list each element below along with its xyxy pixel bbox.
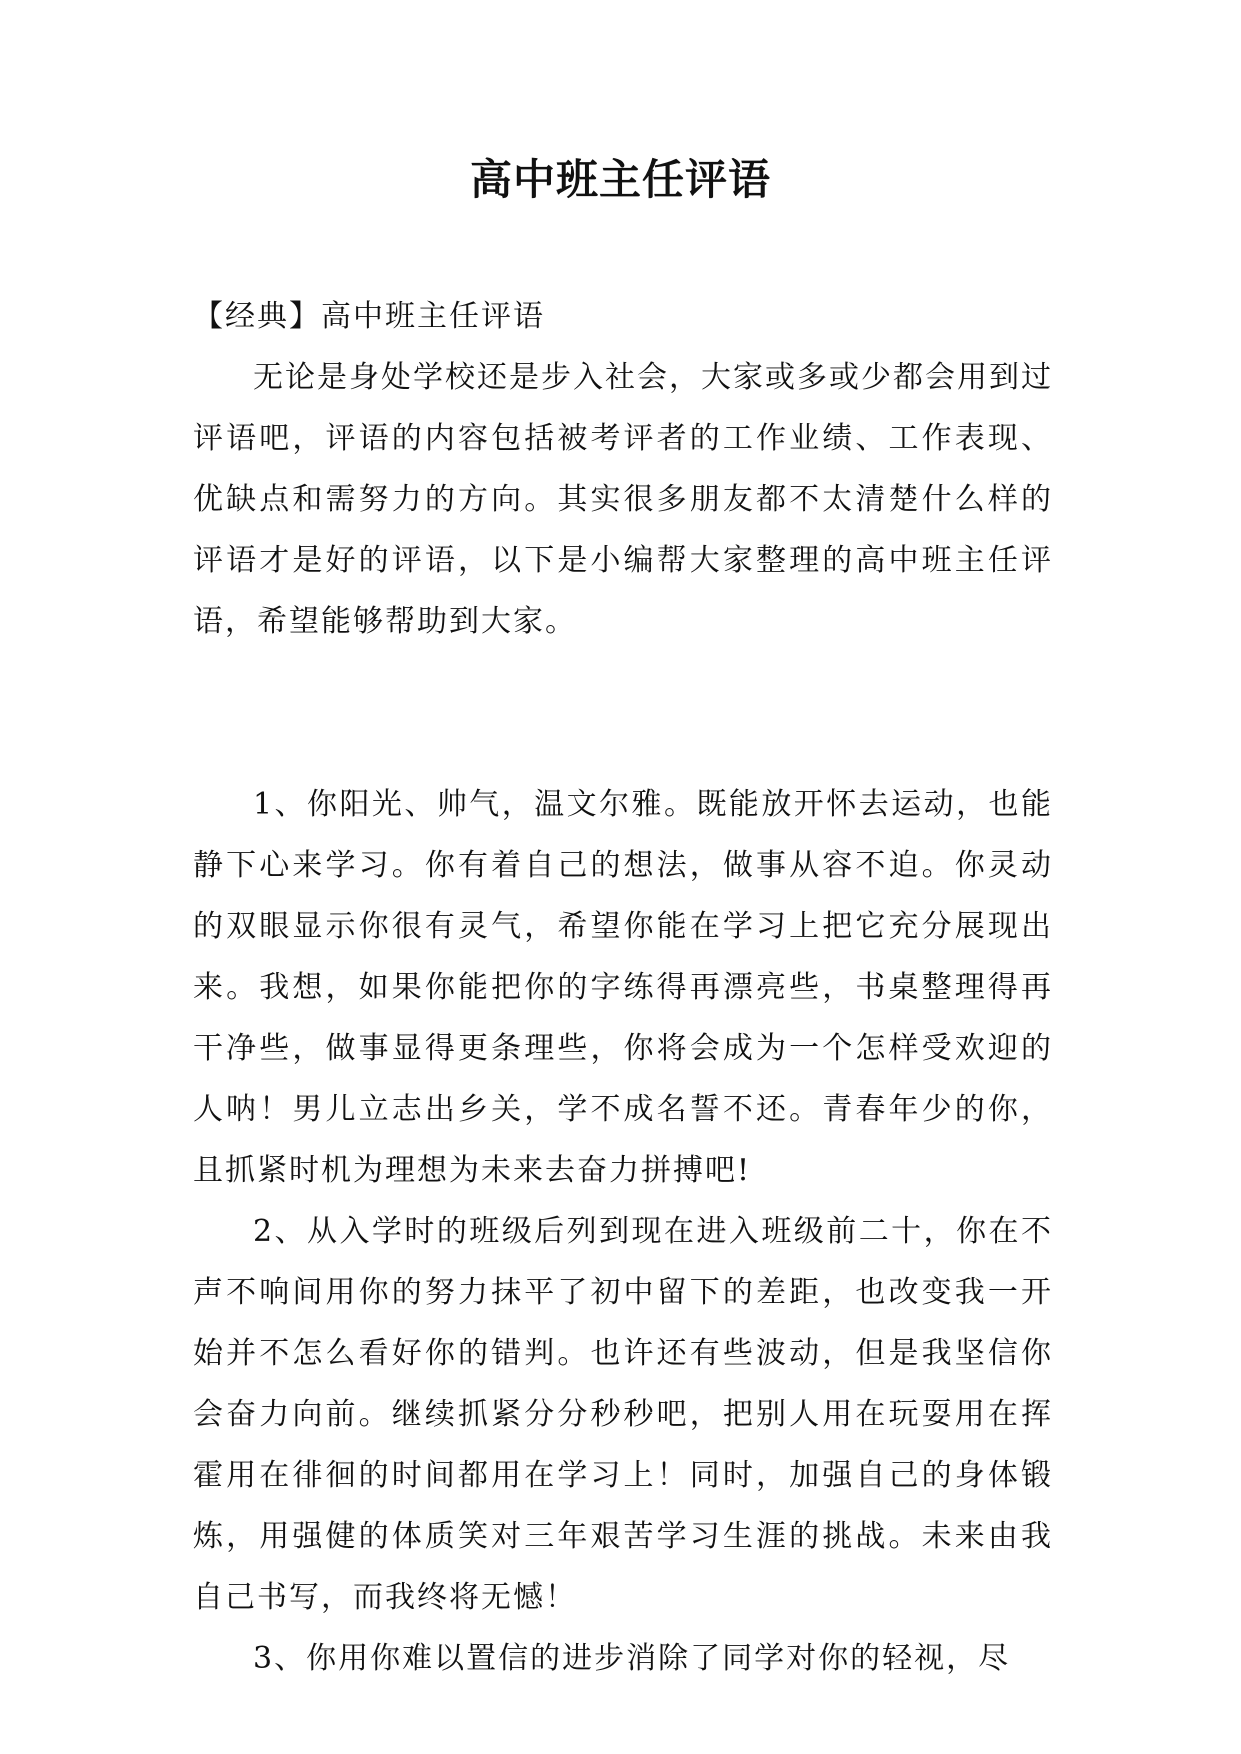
- paragraph-spacer: [193, 652, 1053, 713]
- document-subtitle: 【经典】高中班主任评语: [193, 299, 545, 334]
- paragraph-spacer: [193, 713, 1053, 774]
- document-body: [193, 286, 1053, 1689]
- intro-paragraph: 无论是身处学校还是步入社会，大家或多或少都会用到过评语吧，评语的内容包括被考评者的工作业绩、工作表现、优缺点和需努力的方向。其实很多朋友都不太清楚什么样的评语才是好的评语，以下是小编帮大家整理的高中班主任评语，希望能够帮助到大家。: [193, 360, 1053, 639]
- comment-paragraph-3: 3、你用你难以置信的进步消除了同学对你的轻视，尽: [253, 1641, 1011, 1676]
- comment-paragraph-2: 2、从入学时的班级后列到现在进入班级前二十，你在不声不响间用你的努力抹平了初中留下的差距，也改变我一开始并不怎么看好你的错判。也许还有些波动，但是我坚信你会奋力向前。继续抓紧分分秒秒吧，把别人用在玩耍用在挥霍用在徘徊的时间都用在学习上！同时，加强自己的身体锻炼，用强健的体质笑对三年艰苦学习生涯的挑战。未来由我自己书写，而我终将无憾！: [193, 1214, 1053, 1615]
- document-title: 高中班主任评语: [469, 155, 771, 204]
- comment-paragraph-1: 1、你阳光、帅气，温文尔雅。既能放开怀去运动，也能静下心来学习。你有着自己的想法，做事从容不迫。你灵动的双眼显示你很有灵气，希望你能在学习上把它充分展现出来。我想，如果你能把你的字练得再漂亮些，书桌整理得再干净些，做事显得更条理些，你将会成为一个怎样受欢迎的人呐！男儿立志出乡关，学不成名誓不还。青春年少的你，且抓紧时机为理想为未来去奋力拼搏吧!: [193, 787, 1053, 1188]
